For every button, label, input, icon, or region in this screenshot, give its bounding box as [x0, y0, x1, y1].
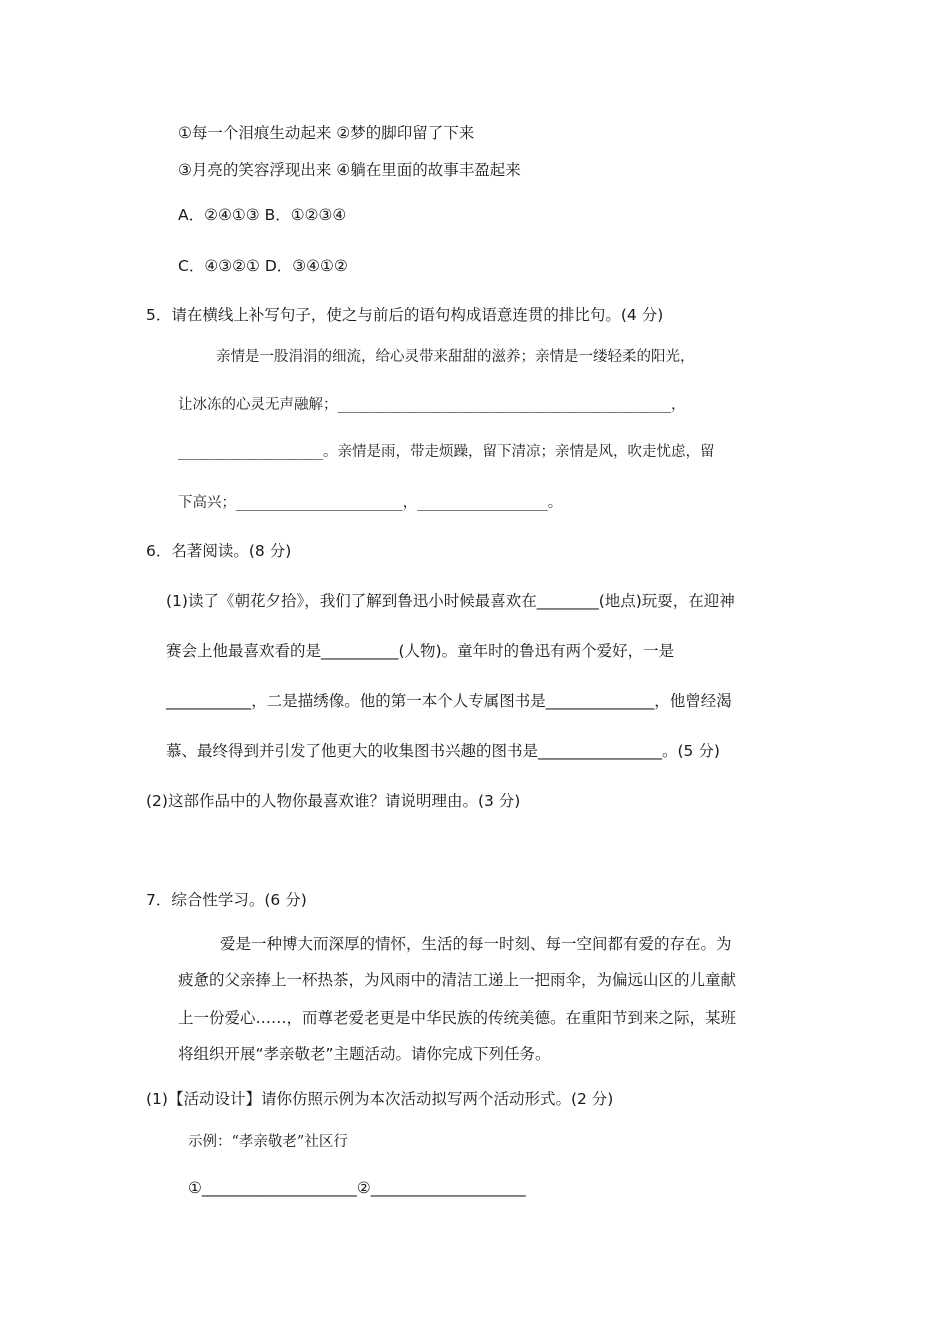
q5-passage-line-3: ____________________。亲情是雨，带走烦躁，留下清凉；亲情是风，吹走忧虑，留	[178, 444, 715, 460]
q6-part2: (2)这部作品中的人物你最喜欢谁？请说明理由。(3 分)	[146, 792, 521, 810]
q7-question: 7．综合性学习。(6 分)	[146, 891, 307, 909]
q7-paragraph-line-4: 将组织开展“孝亲敬老”主题活动。请你完成下列任务。	[178, 1045, 551, 1063]
q5-passage-line-2: 让冰冻的心灵无声融解；______________________________________________，	[178, 397, 686, 413]
q7-subquestion-1: (1)【活动设计】请你仿照示例为本次活动拟写两个活动形式。(2 分)	[146, 1090, 614, 1108]
q4-choices-ab: A．②④①③ B．①②③④	[178, 206, 347, 224]
q6-part1-line-3: ___________，二是描绣像。他的第一本个人专属图书是______________，他曾经渴	[166, 692, 732, 710]
q7-paragraph-line-2: 疲惫的父亲捧上一杯热茶，为风雨中的清洁工递上一把雨伞，为偏远山区的儿童献	[178, 971, 737, 989]
q4-options-line-2: ③月亮的笑容浮现出来 ④躺在里面的故事丰盈起来	[178, 161, 521, 179]
q5-passage-line-4: 下高兴；_______________________，__________________。	[178, 495, 563, 511]
q6-part1-line-1: (1)读了《朝花夕拾》，我们了解到鲁迅小时候最喜欢在________(地点)玩耍，在迎神	[166, 592, 735, 610]
q7-example: 示例：“孝亲敬老”社区行	[188, 1134, 348, 1150]
q5-question: 5．请在横线上补写句子，使之与前后的语句构成语意连贯的排比句。(4 分)	[146, 306, 664, 324]
q5-passage-line-1: 亲情是一股涓涓的细流，给心灵带来甜甜的滋养；亲情是一缕轻柔的阳光，	[216, 349, 695, 365]
q6-question: 6．名著阅读。(8 分)	[146, 542, 292, 560]
q4-options-line-1: ①每一个泪痕生动起来 ②梦的脚印留了下来	[178, 124, 475, 142]
q6-part1-line-2: 赛会上他最喜欢看的是__________(人物)。童年时的鲁迅有两个爱好，一是	[166, 642, 675, 660]
q7-paragraph-line-3: 上一份爱心……，而尊老爱老更是中华民族的传统美德。在重阳节到来之际，某班	[178, 1009, 737, 1027]
q7-answer-blanks: ①____________________②____________________	[188, 1179, 526, 1197]
q6-part1-line-4: 慕、最终得到并引发了他更大的收集图书兴趣的图书是________________。(5 分)	[166, 742, 720, 760]
q7-paragraph-line-1: 爱是一种博大而深厚的情怀，生活的每一时刻、每一空间都有爱的存在。为	[220, 935, 732, 953]
q4-choices-cd: C．④③②① D．③④①②	[178, 257, 348, 275]
